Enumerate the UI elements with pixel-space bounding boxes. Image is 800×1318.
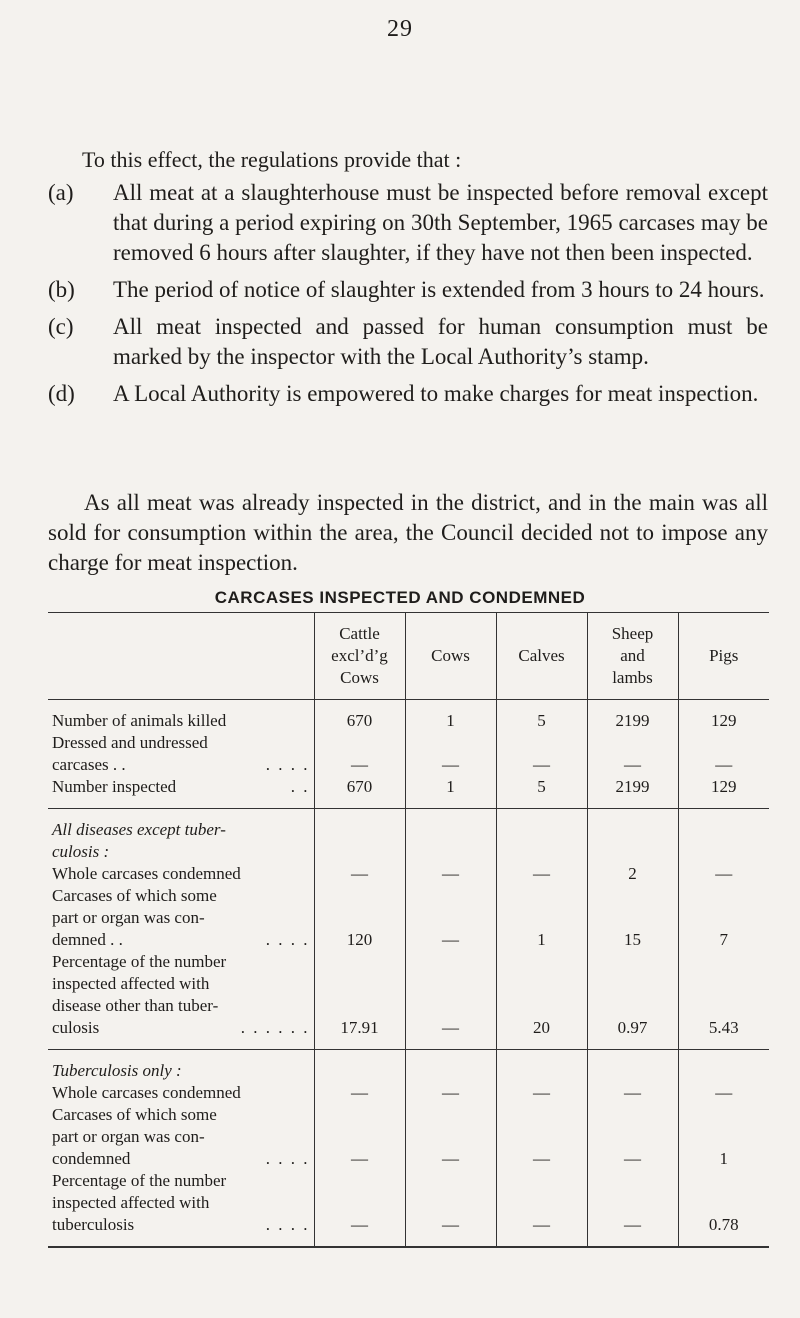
table-cell: — (533, 1215, 550, 1234)
table-cell: 17.91 (340, 1018, 379, 1037)
table-cell: — (442, 1018, 459, 1037)
table-cell: — (442, 1215, 459, 1234)
row-label: Dressed and undressed (52, 733, 208, 752)
clause-a (48, 178, 768, 268)
section-heading: Tuberculosis only : (52, 1061, 182, 1080)
row-label: demned . . (52, 930, 123, 949)
table-cell: — (624, 1215, 641, 1234)
table-cell: 5.43 (708, 1018, 739, 1037)
dot-leader: . . . . (265, 930, 310, 949)
table-cell: 1 (719, 1149, 728, 1168)
row-label: Whole carcases condemned (52, 1083, 241, 1102)
table-cell: — (624, 755, 641, 774)
table-cell: 20 (533, 1018, 550, 1037)
table-cell: — (442, 755, 459, 774)
row-label: condemned (52, 1149, 131, 1168)
table-cell: — (533, 864, 550, 883)
row-label: part or organ was con- (52, 908, 205, 927)
intro-text: To this effect, the regulations provide that : (82, 147, 462, 172)
dot-leader: . . . . (265, 755, 310, 774)
clause-text: A Local Authority is empowered to make charges for meat inspection. (113, 381, 759, 406)
row-label: Percentage of the number (52, 952, 227, 971)
row-label: Number inspected (52, 777, 177, 796)
table-cell: 1 (537, 930, 546, 949)
row-label: disease other than tuber- (52, 996, 219, 1015)
header-cows: Cows (405, 613, 496, 700)
table-cell: 7 (719, 930, 728, 949)
row-label: inspected affected with (52, 974, 210, 993)
table-cell: 1 (446, 777, 455, 796)
row-label: Carcases of which some (52, 1105, 217, 1124)
header-blank (48, 613, 314, 700)
table-cell: — (351, 755, 368, 774)
section-heading: culosis : (52, 842, 110, 861)
table-cell: — (351, 1149, 368, 1168)
table-cell: 5 (537, 711, 546, 730)
table-cell: — (351, 864, 368, 883)
row-label: part or organ was con- (52, 1127, 205, 1146)
table-cell: 1 (446, 711, 455, 730)
row-label: inspected affected with (52, 1193, 210, 1212)
table-cell: — (442, 864, 459, 883)
clause-c (48, 312, 768, 372)
table-cell: 5 (537, 777, 546, 796)
council-decision-paragraph: As all meat was already inspected in the district, and in the main was all sold for consumption within the area, the Council decided not to impose any charge for meat inspection. (48, 490, 768, 575)
table-header-row (48, 613, 769, 700)
page-number: 29 (387, 16, 413, 42)
table-row (48, 819, 769, 1039)
dot-leader: . . . . . . (240, 1018, 310, 1037)
header-calves: Calves (496, 613, 587, 700)
clause-label: (d) (48, 381, 75, 406)
table-row (48, 1060, 769, 1236)
header-pigs: Pigs (678, 613, 769, 700)
table-cell: — (442, 1083, 459, 1102)
row-label: Number of animals killed (52, 711, 227, 730)
clause-d (48, 379, 768, 409)
table-cell: — (715, 1083, 733, 1102)
table-cell: — (442, 930, 459, 949)
clause-label: (a) (48, 180, 74, 205)
header-sheep: Sheep and lambs (587, 613, 678, 700)
row-label: carcases . . (52, 755, 126, 774)
table-cell: — (351, 1083, 368, 1102)
table-cell: — (624, 1149, 641, 1168)
table-cell: — (442, 1149, 459, 1168)
row-label: Percentage of the number (52, 1171, 227, 1190)
table-cell: — (624, 1083, 641, 1102)
table-cell: 0.78 (708, 1215, 739, 1234)
clause-text: All meat inspected and passed for human consumption must be marked by the inspector with the Local Authority’s stamp. (113, 314, 768, 369)
table-cell: — (533, 755, 550, 774)
table-cell: — (533, 1149, 550, 1168)
table-cell: 670 (346, 777, 373, 796)
table-cell: 2199 (615, 777, 650, 796)
header-cattle: Cattle excl’d’g Cows (314, 613, 405, 700)
dot-leader: . . (290, 777, 310, 796)
table-cell: 2 (628, 864, 637, 883)
row-label: Carcases of which some (52, 886, 217, 905)
clause-label: (b) (48, 277, 75, 302)
table-cell: 15 (624, 930, 641, 949)
table-cell: 129 (711, 711, 737, 730)
table-row (48, 710, 769, 798)
table-cell: — (715, 864, 733, 883)
row-label: tuberculosis (52, 1215, 135, 1234)
table-cell: 670 (346, 711, 373, 730)
carcases-table (48, 612, 769, 1248)
row-label: culosis (52, 1018, 100, 1037)
regulation-clauses (48, 178, 768, 416)
clause-b (48, 275, 768, 305)
table-cell: 120 (346, 930, 373, 949)
dot-leader: . . . . (265, 1215, 310, 1234)
table-cell: 0.97 (617, 1018, 648, 1037)
table-cell: 2199 (615, 711, 650, 730)
row-label: Whole carcases condemned (52, 864, 241, 883)
table-cell: — (533, 1083, 550, 1102)
clause-text: All meat at a slaughterhouse must be inspected before removal except that during a period expiring on 30th September, 1965 carcases may be removed 6 hours after slaughter, if they have not then been inspected. (113, 180, 768, 265)
table-title: CARCASES INSPECTED AND CONDEMNED (214, 588, 586, 607)
clause-label: (c) (48, 314, 74, 339)
table-cell: — (351, 1215, 368, 1234)
dot-leader: . . . . (265, 1149, 310, 1168)
table-cell: — (715, 755, 733, 774)
clause-text: The period of notice of slaughter is extended from 3 hours to 24 hours. (113, 277, 765, 302)
section-heading: All diseases except tuber- (52, 820, 226, 839)
table-cell: 129 (711, 777, 737, 796)
